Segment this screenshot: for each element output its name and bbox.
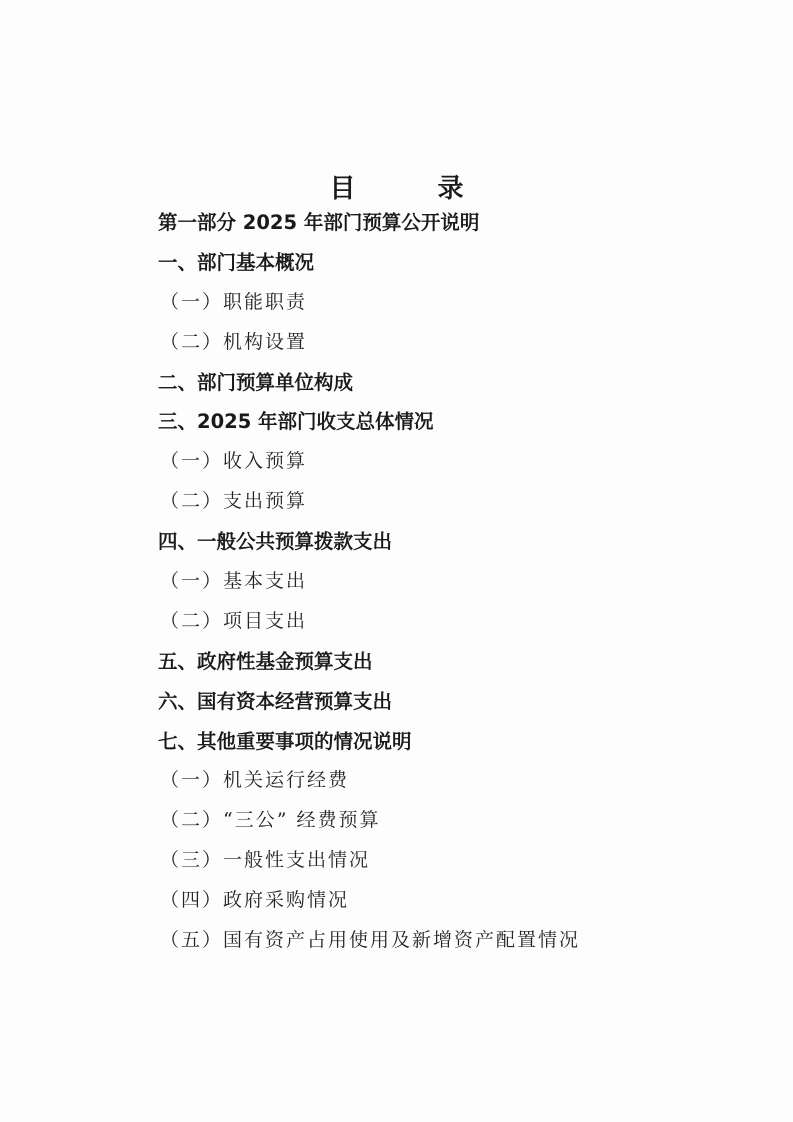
toc-subsection-4-1: （一）基本支出 xyxy=(160,570,308,593)
toc-subsection-7-4: （四）政府采购情况 xyxy=(160,889,350,912)
toc-subsection-7-3: （三）一般性支出情况 xyxy=(160,849,371,872)
toc-section-5: 五、政府性基金预算支出 xyxy=(158,649,373,673)
table-of-contents xyxy=(158,203,758,961)
toc-section-3: 三、2025 年部门收支总体情况 xyxy=(158,410,434,434)
toc-subsection-7-2: （二）“三公” 经费预算 xyxy=(160,809,381,832)
toc-subsection-1-1: （一）职能职责 xyxy=(160,290,308,313)
toc-subsection-3-2: （二）支出预算 xyxy=(160,490,308,513)
toc-subsection-7-5: （五）国有资产占用使用及新增资产配置情况 xyxy=(160,929,581,952)
toc-section-6: 六、国有资本经营预算支出 xyxy=(158,689,393,713)
toc-part-heading: 第一部分 2025 年部门预算公开说明 xyxy=(158,211,480,234)
toc-section-1: 一、部门基本概况 xyxy=(158,250,315,274)
toc-section-4: 四、一般公共预算拨款支出 xyxy=(158,530,393,554)
toc-subsection-7-1: （一）机关运行经费 xyxy=(160,769,350,792)
toc-subsection-4-2: （二）项目支出 xyxy=(160,609,308,632)
toc-section-7: 七、其他重要事项的情况说明 xyxy=(158,729,412,753)
toc-subsection-3-1: （一）收入预算 xyxy=(160,450,308,473)
toc-subsection-1-2: （二）机构设置 xyxy=(160,330,308,353)
toc-title: 目 录 xyxy=(329,174,492,204)
toc-section-2: 二、部门预算单位构成 xyxy=(158,370,354,394)
